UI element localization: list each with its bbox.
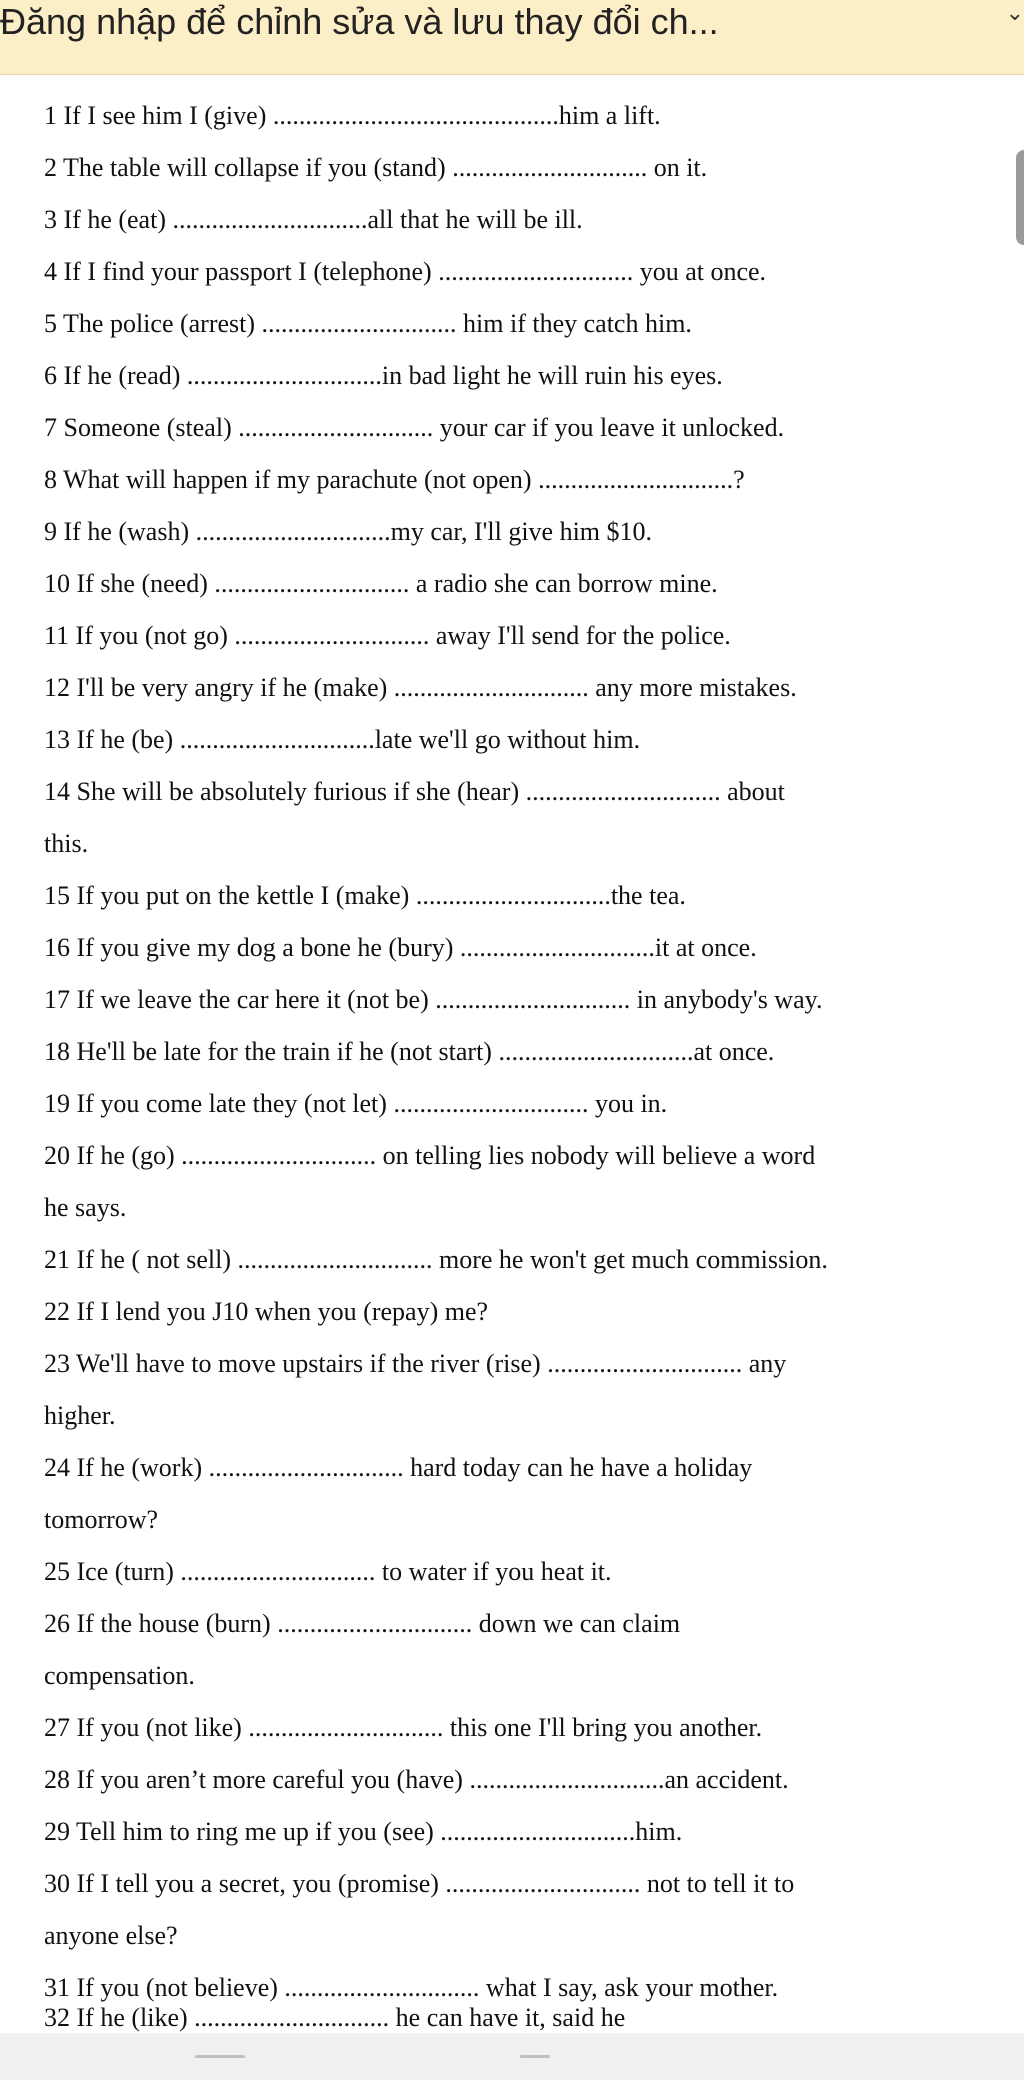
exercise-line-9: 9 If he (wash) ..............................my car, I'll give him $10. [44, 517, 653, 546]
exercise-line-11: 11 If you (not go) .............................. away I'll send for the police. [44, 621, 731, 650]
exercise-line-24-continued: tomorrow? [44, 1505, 159, 1534]
exercise-line-29: 29 Tell him to ring me up if you (see) ..............................him. [44, 1817, 683, 1846]
exercise-line-25: 25 Ice (turn) .............................. to water if you heat it. [44, 1557, 612, 1586]
bottom-navigation-bar [0, 2033, 1024, 2080]
exercise-line-27: 27 If you (not like) .............................. this one I'll bring you another. [44, 1713, 763, 1742]
exercise-line-6: 6 If he (read) ..............................in bad light he will ruin his eyes. [44, 361, 723, 390]
chevron-down-icon[interactable]: ⌄ [1005, 1, 1024, 26]
exercise-line-2: 2 The table will collapse if you (stand) .............................. on it. [44, 153, 708, 182]
exercise-line-20-continued: he says. [44, 1193, 127, 1222]
exercise-line-15: 15 If you put on the kettle I (make) ..............................the tea. [44, 881, 686, 910]
navigation-indicator-left [195, 2055, 245, 2058]
exercise-line-20: 20 If he (go) .............................. on telling lies nobody will believe a word [44, 1141, 816, 1170]
exercise-line-1: 1 If I see him I (give) ............................................him a lift. [44, 101, 661, 130]
exercise-line-26: 26 If the house (burn) .............................. down we can claim [44, 1609, 681, 1638]
exercise-line-28: 28 If you aren’t more careful you (have) ..............................an accident. [44, 1765, 789, 1794]
exercise-line-23: 23 We'll have to move upstairs if the river (rise) .............................. any [44, 1349, 787, 1378]
exercise-line-26-continued: compensation. [44, 1661, 195, 1690]
exercise-line-7: 7 Someone (steal) .............................. your car if you leave it unlocked. [44, 413, 785, 442]
exercise-line-14: 14 She will be absolutely furious if she (hear) .............................. about [44, 777, 785, 806]
exercise-line-16: 16 If you give my dog a bone he (bury) ..............................it at once. [44, 933, 757, 962]
exercise-line-10: 10 If she (need) .............................. a radio she can borrow mine. [44, 569, 718, 598]
exercise-line-13: 13 If he (be) ..............................late we'll go without him. [44, 725, 641, 754]
exercise-line-31: 31 If you (not believe) .............................. what I say, ask your mother. [44, 1973, 779, 2002]
exercise-line-30: 30 If I tell you a secret, you (promise) .............................. not to tell it to [44, 1869, 795, 1898]
exercise-line-8: 8 What will happen if my parachute (not open) ..............................? [44, 465, 745, 494]
exercise-line-5: 5 The police (arrest) .............................. him if they catch him. [44, 309, 692, 338]
exercise-line-30-continued: anyone else? [44, 1921, 178, 1950]
exercise-line-3: 3 If he (eat) ..............................all that he will be ill. [44, 205, 583, 234]
exercise-line-18: 18 He'll be late for the train if he (not start) ..............................at once. [44, 1037, 775, 1066]
exercise-line-17: 17 If we leave the car here it (not be) .............................. in anybody's way. [44, 985, 823, 1014]
login-banner-text[interactable]: Đăng nhập để chỉnh sửa và lưu thay đổi ch... [0, 1, 719, 42]
exercise-line-12: 12 I'll be very angry if he (make) .............................. any more mistakes. [44, 673, 797, 702]
login-banner[interactable] [0, 0, 1024, 75]
exercise-line-22: 22 If I lend you J10 when you (repay) me? [44, 1297, 489, 1326]
exercise-text [44, 90, 1020, 2014]
exercise-line-21: 21 If he ( not sell) .............................. more he won't get much commission. [44, 1245, 828, 1274]
exercise-line-19: 19 If you come late they (not let) .............................. you in. [44, 1089, 668, 1118]
navigation-indicator-center [520, 2055, 550, 2058]
exercise-line-14-continued: this. [44, 829, 89, 858]
partial-exercise-line-text: 32 If he (like) .............................. he can have it, said he [44, 2003, 626, 2032]
exercise-line-24: 24 If he (work) .............................. hard today can he have a holiday [44, 1453, 753, 1482]
exercise-line-4: 4 If I find your passport I (telephone) .............................. you at once. [44, 257, 767, 286]
exercise-line-23-continued: higher. [44, 1401, 116, 1430]
